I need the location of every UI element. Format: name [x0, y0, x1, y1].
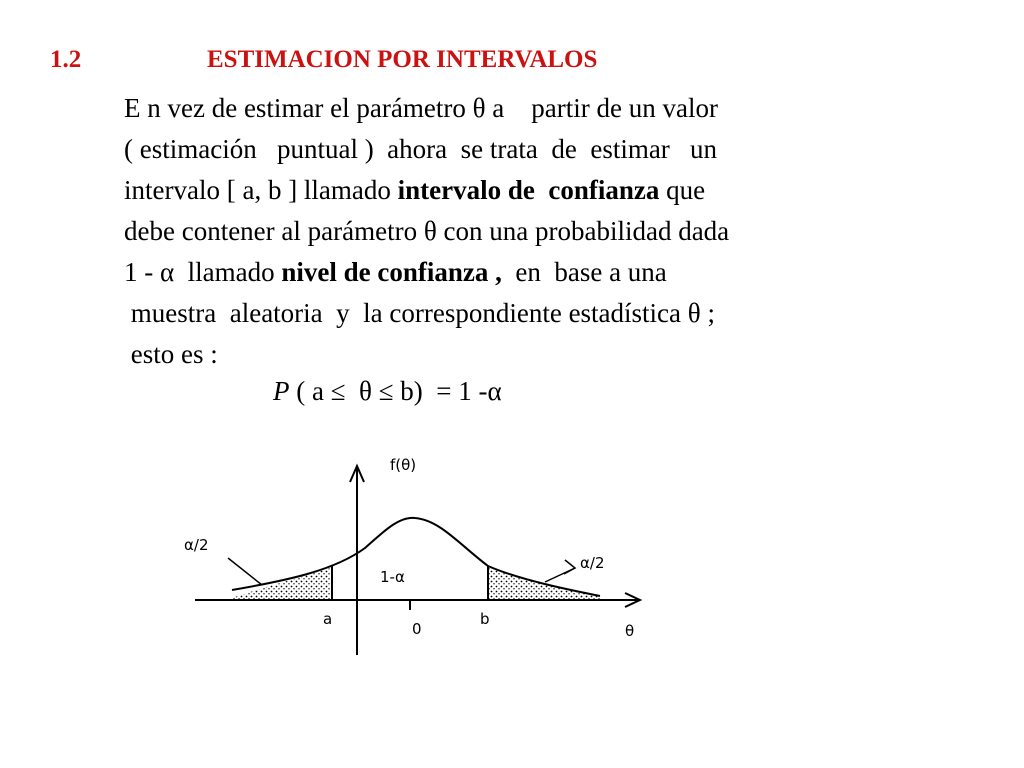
text-segment: que [659, 175, 706, 205]
text-segment: debe contener al parámetro θ con una probabilidad dada [124, 216, 730, 246]
paragraph-line [124, 170, 729, 211]
section-number: 1.2 [50, 46, 82, 73]
tick-label-0: 0 [412, 620, 422, 638]
paragraph-line [124, 129, 729, 170]
tick-label-b: b [480, 610, 490, 628]
y-axis-label: f(θ) [390, 456, 417, 474]
section-title: ESTIMACION POR INTERVALOS [207, 46, 598, 73]
text-segment: intervalo [ a, b ] llamado [124, 175, 398, 205]
text-segment: en base a una [501, 257, 667, 287]
paragraph-line [124, 334, 729, 375]
formula-p: P [273, 376, 290, 406]
left-tail-label: α/2 [184, 536, 209, 554]
left-tail-pointer [228, 558, 262, 585]
formula-expression: ( a ≤ θ ≤ b) = 1 -α [289, 376, 502, 406]
paragraph-line [124, 293, 729, 334]
paragraph-line [124, 252, 729, 293]
text-segment: esto es : [124, 339, 218, 369]
confidence-interval-figure [170, 450, 670, 670]
right-tail-label: α/2 [580, 554, 605, 572]
bold-term: intervalo de confianza [397, 175, 660, 205]
paragraph-line [124, 211, 729, 252]
section-heading [0, 46, 1024, 80]
x-axis-label: θ [625, 622, 635, 640]
text-segment: muestra aleatoria y la correspondiente estadística θ ; [124, 298, 715, 328]
text-segment: E n vez de estimar el parámetro θ a partir de un valor [124, 93, 718, 123]
center-area-label: 1-α [380, 568, 405, 586]
density-plot [170, 450, 670, 670]
bold-term: nivel de confianza , [281, 257, 502, 287]
tick-label-a: a [323, 610, 333, 628]
definition-paragraph [124, 88, 729, 375]
text-segment: 1 - α llamado [124, 257, 282, 287]
probability-formula [273, 376, 502, 407]
paragraph-line [124, 88, 729, 129]
text-segment: ( estimación puntual ) ahora se trata de estimar un [124, 134, 718, 164]
